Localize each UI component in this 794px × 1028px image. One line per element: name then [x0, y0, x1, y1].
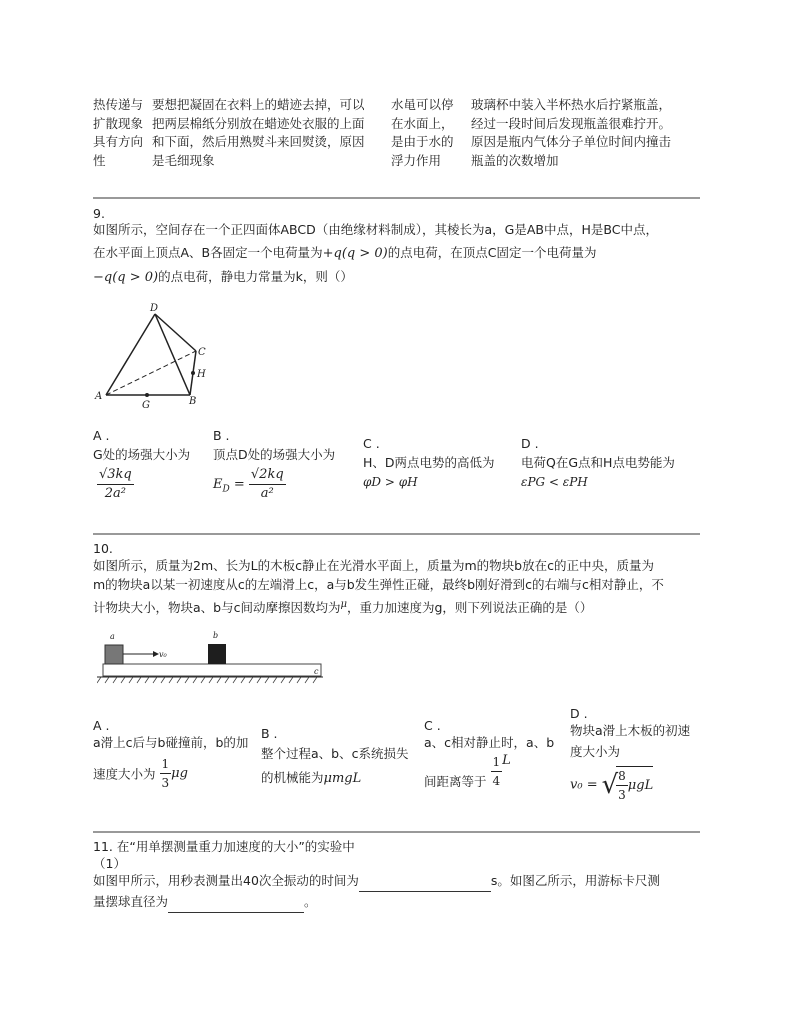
- q11-subpart: （1）: [93, 856, 126, 871]
- option-formula-line: 的机械能为μmgL: [261, 770, 362, 786]
- q11-text: s。如图乙所示，用游标卡尺测: [490, 873, 660, 888]
- table-col-4: [471, 96, 671, 170]
- option-formula: v₀ = √ $\frac{8}{3}$ μgL: [570, 766, 690, 804]
- option-letter: A .: [93, 718, 110, 733]
- option-formula: φD > φH: [363, 475, 418, 489]
- table-cell: 扩散现象: [93, 115, 144, 131]
- table-cell: 浮力作用: [391, 152, 442, 168]
- table-cell: 玻璃杯中装入半杯热水后拧紧瓶盖，: [471, 97, 672, 112]
- label-b: b: [213, 631, 219, 640]
- table-cell: 瓶盖的次数增加: [471, 152, 559, 168]
- table-col-3: [391, 96, 454, 170]
- q10-mu: μ: [340, 599, 347, 610]
- option-formula: εPG < εPH: [521, 475, 588, 489]
- point-g: [145, 393, 149, 397]
- q10-text: 计物块大小，物块a、b与c间动摩擦因数均为: [93, 600, 341, 616]
- q9-charge-plus: +q(q > 0): [322, 246, 388, 261]
- q10-option-c[interactable]: [424, 718, 554, 790]
- option-text: G处的场强大小为: [93, 447, 191, 462]
- option-letter: D .: [570, 706, 588, 721]
- option-text: 顶点D处的场强大小为: [213, 447, 336, 462]
- table-cell: 和下面，然后用熟熨斗来回熨烫，原因: [152, 134, 365, 149]
- table-cell: 是由于水的: [391, 134, 454, 149]
- q10-stem-line3: [93, 594, 592, 619]
- label-d: D: [150, 303, 159, 314]
- option-text: a、c相对静止时，a、b: [424, 735, 555, 750]
- q11-text: 量摆球直径为: [93, 894, 169, 909]
- label-a: A: [95, 391, 103, 402]
- option-text: 电荷Q在G点和H点电势能为: [521, 455, 675, 470]
- table-cell: 原因是瓶内气体分子单位时间内撞击: [471, 134, 672, 149]
- q9-stem-line1: 如图所示，空间存在一个正四面体ABCD（由绝缘材料制成），其棱长为a，G是AB中点，H是BC中点，: [93, 222, 658, 237]
- q9-option-c[interactable]: [363, 436, 495, 489]
- option-formula-line: 速度大小为 $\frac{1}{3}$ μg: [93, 757, 188, 790]
- q9-text: 的点电荷，在顶点C固定一个电荷量为: [387, 245, 597, 260]
- label-h: H: [197, 369, 206, 380]
- label-v0: v₀: [159, 650, 167, 659]
- q9-option-d[interactable]: [521, 436, 675, 489]
- tetrahedron-figure: [92, 300, 222, 415]
- q10-option-d[interactable]: [570, 706, 690, 804]
- table-cell: 热传递与: [93, 97, 144, 112]
- q9-text: 在水平面上顶点A、B各固定一个电荷量为: [93, 245, 323, 260]
- option-text: a滑上c后与b碰撞前，b的加: [93, 735, 249, 750]
- option-text: 整个过程a、b、c系统损失: [261, 746, 409, 761]
- divider: [93, 197, 700, 199]
- q9-option-a[interactable]: [93, 428, 190, 503]
- board-figure: [97, 628, 327, 688]
- q10-stem-line2: m的物块a以某一初速度从c的左端滑上c，a与b发生弹性正碰，最终b刚好滑到c的右端与c相对静止，不: [93, 577, 664, 592]
- table-cell: 性: [93, 152, 106, 168]
- option-letter: B .: [213, 428, 230, 443]
- label-c: C: [198, 347, 206, 358]
- q10-option-a[interactable]: [93, 718, 248, 792]
- table-col-2: [152, 96, 365, 170]
- q10-number: 10.: [93, 541, 113, 556]
- option-letter: B .: [261, 726, 278, 741]
- option-text: H、D两点电势的高低为: [363, 455, 495, 470]
- point-h: [191, 371, 195, 375]
- option-text: 度大小为: [570, 744, 621, 759]
- q9-option-b[interactable]: [213, 428, 335, 503]
- edge-dc: [155, 314, 196, 351]
- label-c: c: [314, 667, 319, 676]
- divider: [93, 533, 700, 535]
- divider: [93, 831, 700, 833]
- table-cell: 要想把凝固在衣料上的蜡迹去掉，可以: [152, 97, 365, 112]
- q11-line3: [93, 891, 317, 913]
- q9-number: 9.: [93, 206, 105, 221]
- q9-stem-line3: [93, 266, 353, 289]
- table-cell: 把两层棉纸分别放在蜡迹处衣服的上面: [152, 115, 365, 131]
- q9-charge-minus: −q(q > 0): [93, 270, 159, 285]
- option-formula: $\frac{√3kq}{\text{2a²}}$: [99, 467, 132, 501]
- table-cell: 经过一段时间后发现瓶盖很难拧开。: [471, 115, 672, 131]
- answer-blank-time[interactable]: [359, 877, 491, 892]
- block-b: [208, 644, 226, 664]
- q11-line2: [93, 870, 660, 892]
- label-a: a: [110, 632, 115, 641]
- q10-text: ，重力加速度为g，则下列说法正确的是（）: [346, 600, 593, 616]
- option-formula-line: 间距离等于 $\frac{1}{4}$ L: [424, 753, 511, 789]
- label-g: G: [142, 400, 150, 411]
- table-cell: 水黾可以停: [391, 97, 454, 112]
- q10-stem-line1: 如图所示，质量为2m、长为L的木板c静止在光滑水平面上，质量为m的物块b放在c的正中央，质量为: [93, 558, 654, 573]
- option-letter: A .: [93, 428, 110, 443]
- option-formula: $E_D$ = $\frac{√2kq}{\text{a²}}$: [213, 467, 284, 501]
- q11-text: 如图甲所示，用秒表测量出40次全振动的时间为: [93, 873, 359, 888]
- table-col-1: [93, 96, 143, 170]
- block-a: [105, 645, 123, 664]
- q11-text: 。: [304, 894, 317, 909]
- answer-blank-diameter[interactable]: [168, 898, 304, 913]
- q10-option-b[interactable]: [261, 726, 408, 786]
- q9-stem-line2: [93, 242, 596, 265]
- table-cell: 具有方向: [93, 134, 144, 149]
- edge-db: [155, 314, 190, 395]
- board-c: [103, 664, 321, 676]
- table-cell: 在水面上，: [391, 115, 454, 131]
- option-letter: D .: [521, 436, 539, 451]
- ground-hatching: [97, 677, 317, 683]
- option-letter: C .: [363, 436, 380, 451]
- q9-text: 的点电荷，静电力常量为k，则（）: [158, 269, 353, 284]
- option-letter: C .: [424, 718, 441, 733]
- table-cell: 是毛细现象: [152, 152, 215, 168]
- option-text: 物块a滑上木板的初速: [570, 723, 691, 738]
- label-b: B: [189, 396, 197, 407]
- q11-title: 11. 在“用单摆测量重力加速度的大小”的实验中: [93, 839, 355, 854]
